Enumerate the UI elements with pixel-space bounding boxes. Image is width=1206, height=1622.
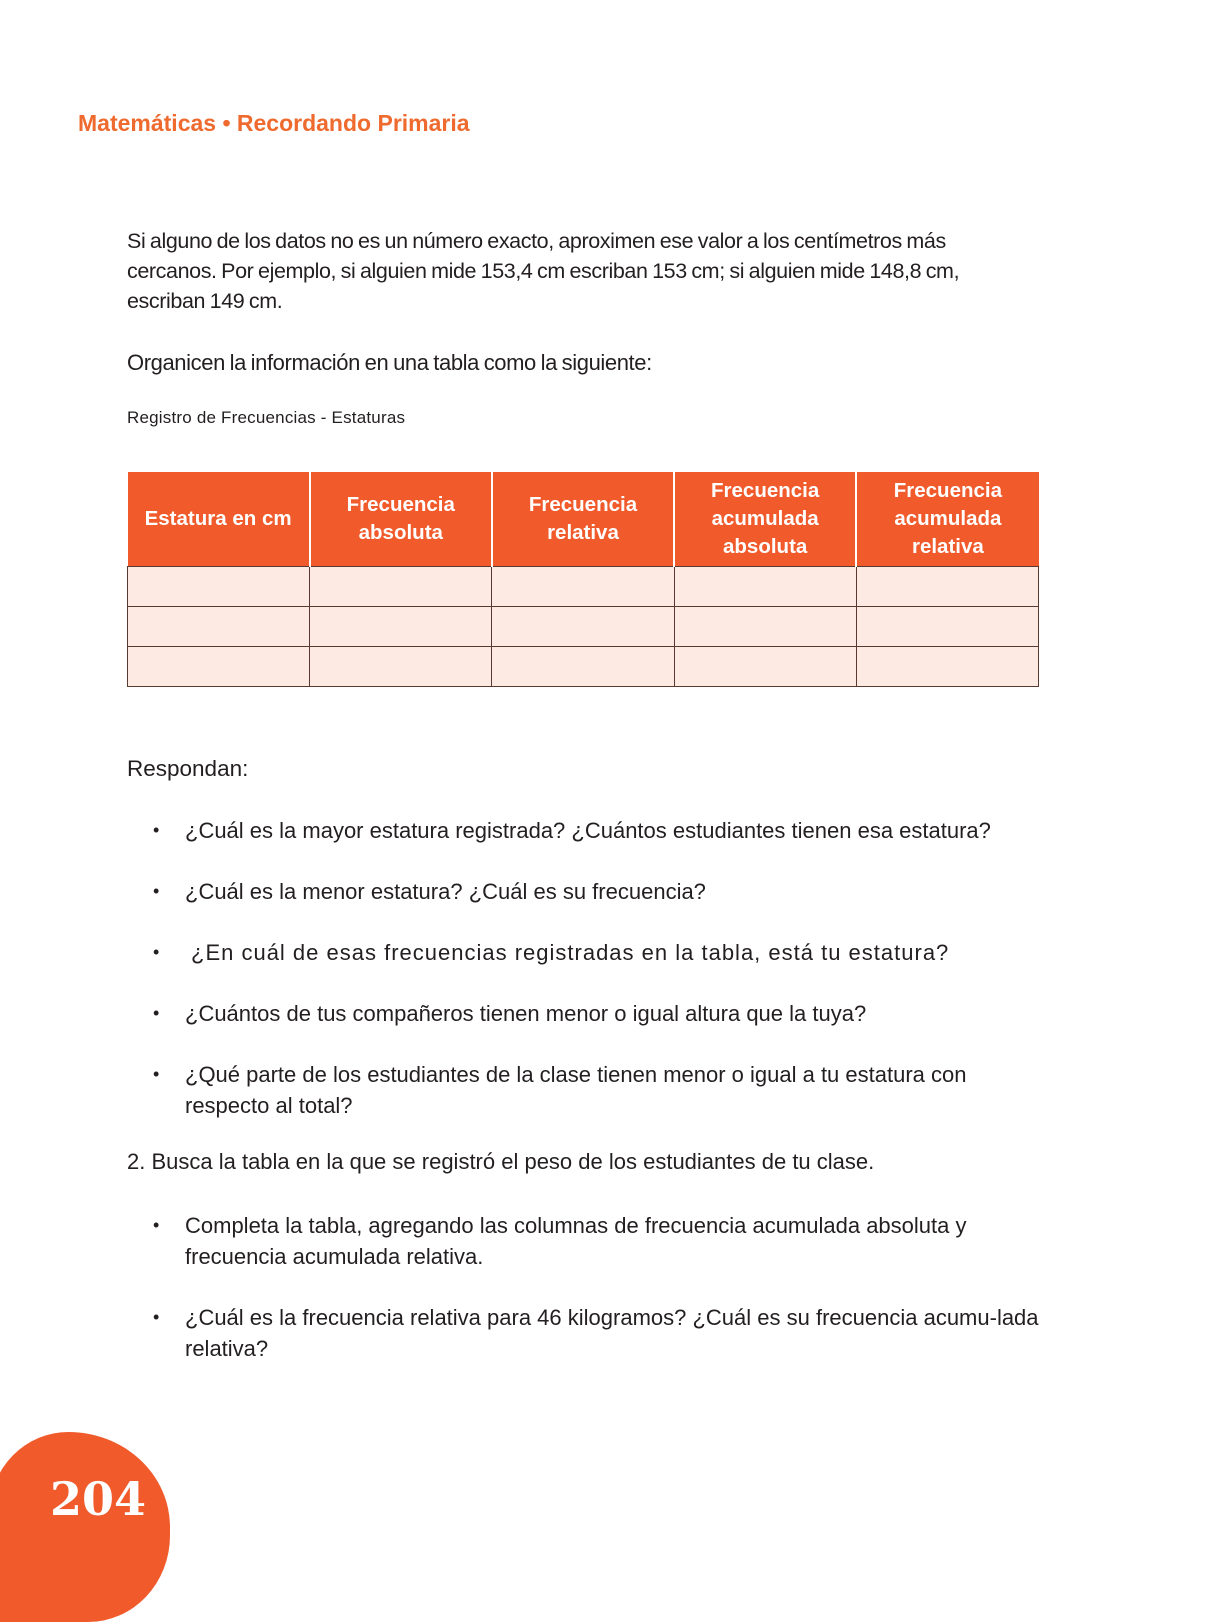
table-cell[interactable]	[674, 607, 856, 647]
page-header: Matemáticas • Recordando Primaria	[78, 110, 470, 136]
header-frecuencia-absoluta: Frecuencia absoluta	[310, 472, 492, 567]
list-item: • ¿Cuántos de tus compañeros tienen menor o igual altura que la tuya?	[127, 998, 1047, 1029]
table-cell[interactable]	[674, 567, 856, 607]
table-row	[128, 647, 1039, 687]
header-estatura: Estatura en cm	[128, 472, 310, 567]
list-item: • ¿En cuál de esas frecuencias registradas en la tabla, está tu estatura?	[127, 937, 1047, 968]
list-item: • ¿Cuál es la mayor estatura registrada? ¿Cuántos estudiantes tienen esa estatura?	[127, 815, 1047, 846]
table-cell[interactable]	[674, 647, 856, 687]
table-cell[interactable]	[310, 567, 492, 607]
header-frecuencia-acumulada-absoluta: Frecuencia acumulada absoluta	[674, 472, 856, 567]
table-row	[128, 567, 1039, 607]
organize-instruction: Organicen la información en una tabla como la siguiente:	[127, 350, 652, 375]
list-item: • ¿Qué parte de los estudiantes de la clase tienen menor o igual a tu estatura con respecto al total?	[127, 1059, 1047, 1121]
table-cell[interactable]	[856, 567, 1038, 607]
table-cell[interactable]	[492, 567, 674, 607]
intro-section	[127, 226, 1027, 428]
list-item: • ¿Cuál es la frecuencia relativa para 46 kilogramos? ¿Cuál es su frecuencia acumu-lada relativa?	[127, 1302, 1047, 1364]
table-cell[interactable]	[310, 607, 492, 647]
page-number-blob	[0, 1432, 170, 1622]
table-header-row	[128, 472, 1039, 567]
table-cell[interactable]	[128, 647, 310, 687]
table-cell[interactable]	[492, 607, 674, 647]
table-cell[interactable]	[856, 607, 1038, 647]
table-cell[interactable]	[128, 607, 310, 647]
exercise-2-list	[127, 1210, 1047, 1394]
table-cell[interactable]	[310, 647, 492, 687]
table-caption: Registro de Frecuencias - Estaturas	[127, 408, 406, 427]
table-cell[interactable]	[856, 647, 1038, 687]
frequency-table	[127, 472, 1039, 687]
list-item: • Completa la tabla, agregando las columnas de frecuencia acumulada absoluta y frecuencia acumulada relativa.	[127, 1210, 1047, 1272]
question-list	[127, 815, 1047, 1151]
respondan-label: Respondan:	[127, 756, 249, 781]
list-item: • ¿Cuál es la menor estatura? ¿Cuál es su frecuencia?	[127, 876, 1047, 907]
intro-paragraph: Si alguno de los datos no es un número exacto, aproximen ese valor a los centímetros más cercanos. Por ejemplo, si alguien mide 153,4 cm escriban 153 cm; si alguien mide 148,8 cm, escriban 149 cm.	[127, 229, 960, 313]
page-number: 204	[50, 1472, 147, 1526]
header-frecuencia-acumulada-relativa: Frecuencia acumulada relativa	[856, 472, 1038, 567]
exercise-2: 2. Busca la tabla en la que se registró el peso de los estudiantes de tu clase.	[127, 1149, 875, 1174]
table-cell[interactable]	[492, 647, 674, 687]
header-frecuencia-relativa: Frecuencia relativa	[492, 472, 674, 567]
table-row	[128, 607, 1039, 647]
table-cell[interactable]	[128, 567, 310, 607]
